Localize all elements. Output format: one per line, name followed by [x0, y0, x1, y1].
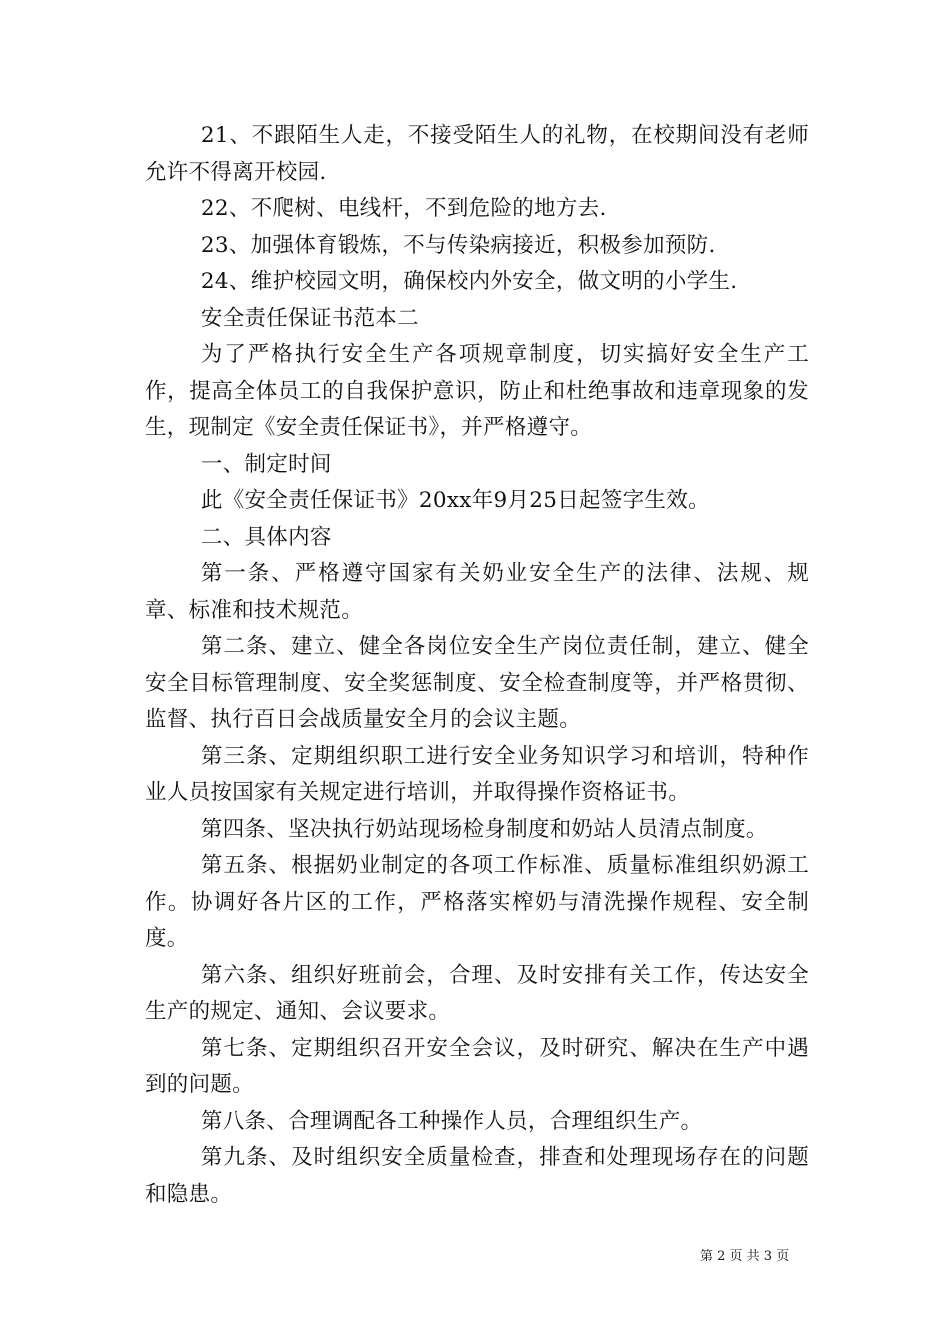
article-3: 第三条、定期组织职工进行安全业务知识学习和培训，特种作业人员按国家有关规定进行培训，并取得操作资格证书。 [145, 743, 809, 805]
article-5: 第五条、根据奶业制定的各项工作标准、质量标准组织奶源工作。协调好各片区的工作，严格落实榨奶与清洗操作规程、安全制度。 [145, 853, 809, 951]
paragraph-item-22: 22、不爬树、电线杆，不到危险的地方去. [200, 196, 607, 221]
heading-specific-content: 二、具体内容 [200, 524, 332, 550]
section-title: 安全责任保证书范本二 [200, 305, 419, 331]
article-4: 第四条、坚决执行奶站现场检身制度和奶站人员清点制度。 [200, 816, 768, 842]
article-9: 第九条、及时组织安全质量检查，排查和处理现场存在的问题和隐患。 [145, 1145, 809, 1207]
article-2: 第二条、建立、健全各岗位安全生产岗位责任制，建立、健全安全目标管理制度、安全奖惩制度、安全检查制度等，并严格贯彻、监督、执行百日会战质量安全月的会议主题。 [145, 634, 809, 732]
page-indicator: 第 2 页 共 3 页 [700, 1249, 790, 1264]
effective-date-paragraph: 此《安全责任保证书》20xx年9月25日起签字生效。 [200, 488, 710, 513]
article-8: 第八条、合理调配各工种操作人员，合理组织生产。 [200, 1108, 703, 1134]
intro-paragraph: 为了严格执行安全生产各项规章制度，切实搞好安全生产工作，提高全体员工的自我保护意识，防止和杜绝事故和违章现象的发生，现制定《安全责任保证书》，并严格遵守。 [145, 342, 809, 440]
article-6: 第六条、组织好班前会，合理、及时安排有关工作，传达安全生产的规定、通知、会议要求。 [145, 962, 809, 1024]
document-body [145, 118, 809, 1213]
paragraph-item-23: 23、加强体育锻炼，不与传染病接近，积极参加预防. [200, 232, 716, 258]
article-7: 第七条、定期组织召开安全会议，及时研究、解决在生产中遇到的问题。 [145, 1035, 809, 1097]
heading-effective-time: 一、制定时间 [200, 451, 332, 477]
paragraph-item-24: 24、维护校园文明，确保校内外安全，做文明的小学生. [200, 269, 738, 294]
article-1: 第一条、严格遵守国家有关奶业安全生产的法律、法规、规章、标准和技术规范。 [145, 561, 809, 623]
paragraph-item-21: 21、不跟陌生人走，不接受陌生人的礼物，在校期间没有老师允许不得离开校园. [145, 123, 809, 185]
